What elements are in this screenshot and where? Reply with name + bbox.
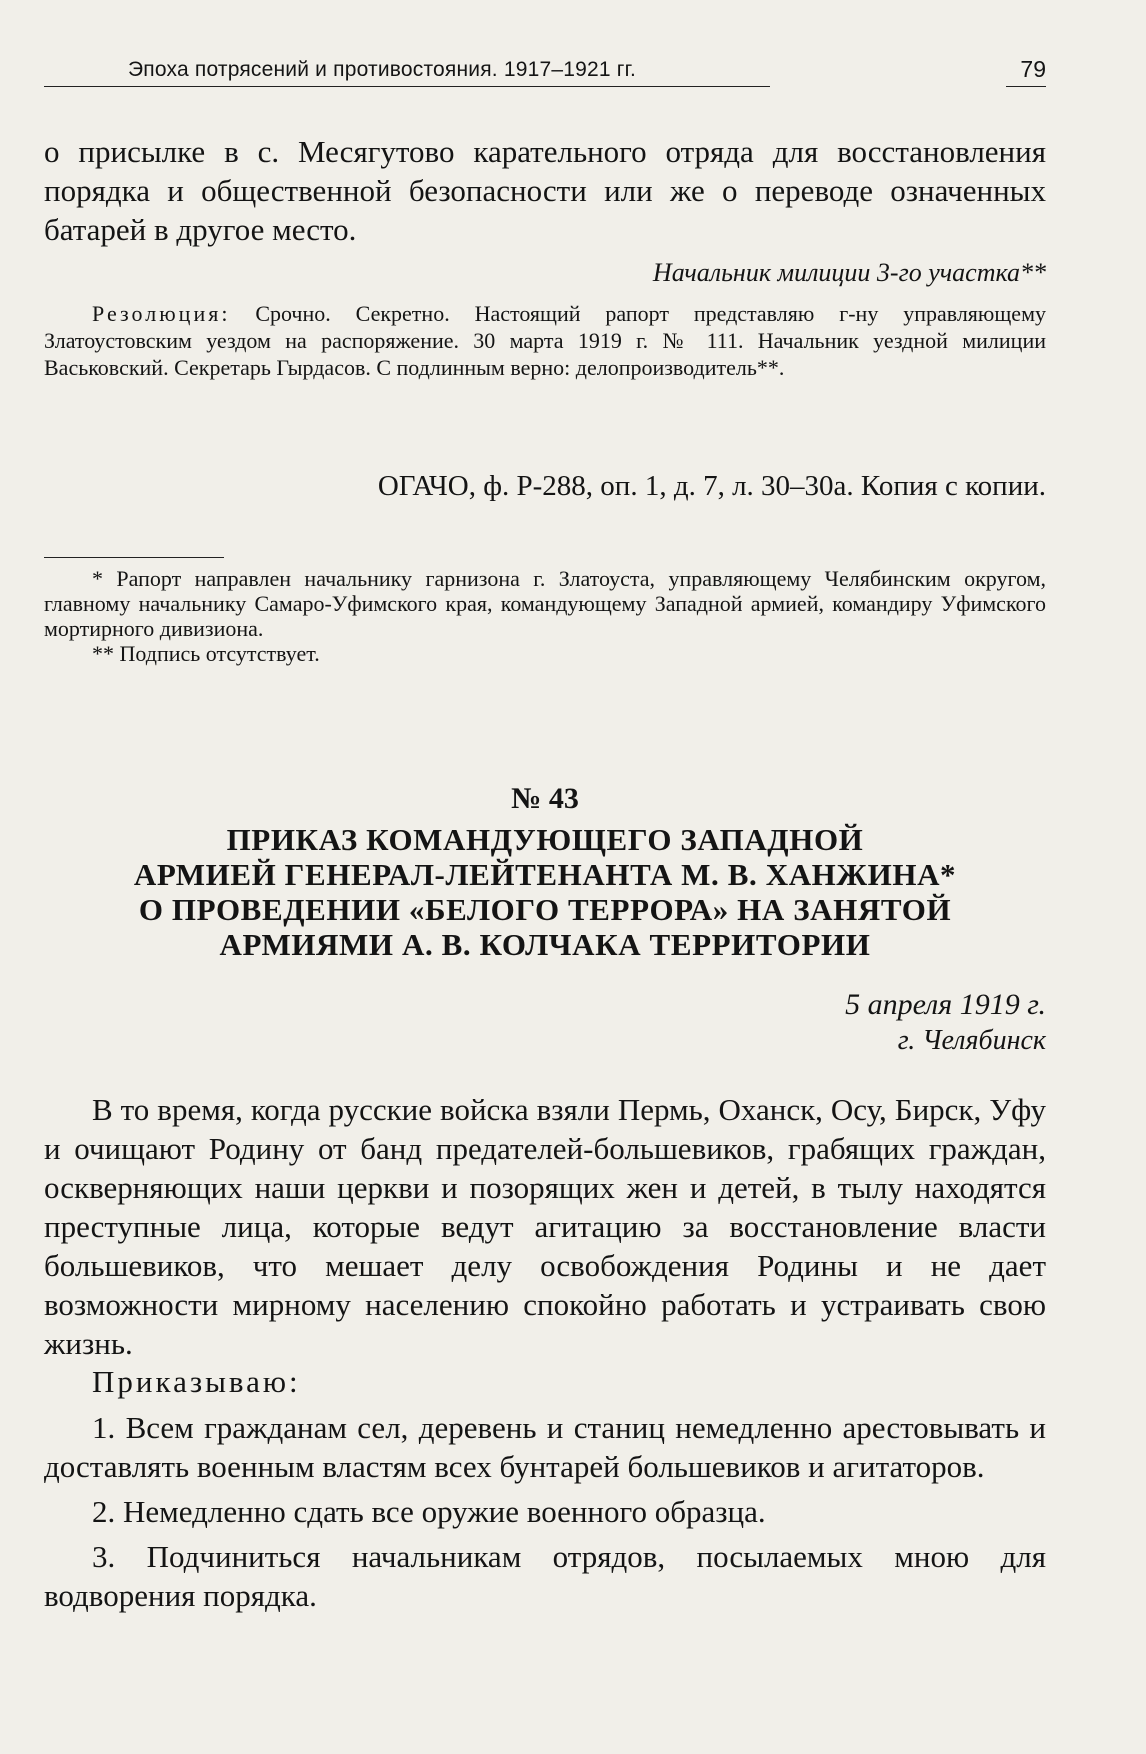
footnote: ** Подпись отсутствует.: [92, 641, 320, 666]
running-head-rule: [44, 86, 770, 87]
document-place: г. Челябинск: [897, 1025, 1046, 1056]
document-title-line: АРМИЕЙ ГЕНЕРАЛ-ЛЕЙТЕНАНТА М. В. ХАНЖИНА*: [133, 857, 957, 892]
page-number-rule: [1006, 86, 1046, 87]
footnote-divider: [44, 557, 224, 558]
running-head: [44, 58, 1046, 88]
document-title-line: О ПРОВЕДЕНИИ «БЕЛОГО ТЕРРОРА» НА ЗАНЯТОЙ: [138, 892, 952, 927]
order-heading: Приказываю:: [92, 1364, 301, 1399]
document-title-line: АРМИЯМИ А. В. КОЛЧАКА ТЕРРИТОРИИ: [219, 927, 871, 962]
order-item: 2. Немедленно сдать все оружие военного образца.: [92, 1494, 766, 1529]
document-date: 5 апреля 1919 г.: [845, 988, 1046, 1021]
footnote: * Рапорт направлен начальнику гарнизона г. Златоуста, управляющему Челябинским округом, главному начальнику Самаро-Уфимского края, командующему Западной армией, командиру Уфимского мортирного дивизиона.: [44, 566, 1046, 641]
order-item: 3. Подчиниться начальникам отрядов, посылаемых мною для водворения порядка.: [44, 1539, 1046, 1613]
document-title-line: ПРИКАЗ КОМАНДУЮЩЕГО ЗАПАДНОЙ: [226, 822, 864, 857]
document-number: № 43: [511, 782, 579, 815]
order-item: 1. Всем гражданам сел, деревень и станиц немедленно арестовывать и доставлять военным властям всех бунтарей большевиков и агитаторов.: [44, 1410, 1046, 1484]
archive-reference: ОГАЧО, ф. Р-288, оп. 1, д. 7, л. 30–30а. Копия с копии.: [377, 470, 1046, 502]
document-title: [44, 822, 1046, 962]
continued-paragraph: о присылке в с. Месягутово карательного отряда для восстановления порядка и общественной безопасности или же о переводе означенных батарей в другое место.: [44, 134, 1046, 247]
resolution-label: Резолюция:: [92, 301, 231, 326]
running-head-title: Эпоха потрясений и противостояния. 1917–1921 гг.: [128, 58, 637, 81]
document-body: В то время, когда русские войска взяли Пермь, Оханск, Осу, Бирск, Уфу и очищают Родину от банд предателей-большевиков, грабящих граждан, оскверняющих наши церкви и позорящих жен и детей, в тылу находятся преступные лица, которые ведут агитацию за восстановление власти большевиков, что мешает делу освобождения Родины и не дает возможности мирному населению спокойно работать и устраивать свою жизнь.: [44, 1092, 1046, 1361]
footnotes: [44, 566, 1046, 666]
signature-line: Начальник милиции 3-го участка**: [652, 258, 1046, 287]
resolution-paragraph: [44, 300, 1046, 381]
page-number: 79: [1020, 56, 1046, 82]
resolution-text: Срочно. Секретно. Настоящий рапорт представляю г-ну управляющему Златоустовским уездом на распоряжение. 30 марта 1919 г. № 111. Начальник уездной милиции Васьковский. Секретарь Гырдасов. С подлинным верно: делопроизводитель**.: [44, 301, 1046, 380]
order-items: [44, 1408, 1046, 1615]
